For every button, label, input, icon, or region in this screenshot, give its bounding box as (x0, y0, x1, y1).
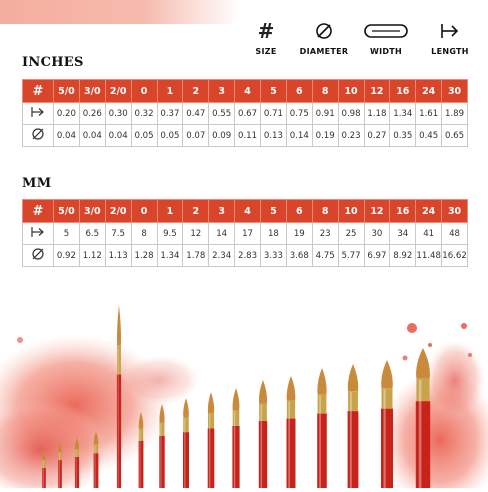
table-cell: 1.28 (131, 245, 157, 267)
table-cell: 2/0 (105, 200, 131, 223)
table-cell: 4.75 (312, 245, 338, 267)
table-cell: 16 (390, 200, 416, 223)
length-icon (420, 20, 480, 42)
hash-icon: # (257, 19, 275, 43)
table-cell: 30 (364, 223, 390, 245)
table-cell: 23 (312, 223, 338, 245)
table-cell: 5.77 (338, 245, 364, 267)
table-cell: 0.04 (105, 125, 131, 147)
table-cell: 2 (183, 200, 209, 223)
table-cell: 6 (286, 200, 312, 223)
diameter-icon (23, 245, 54, 267)
table-cell: 0.19 (312, 125, 338, 147)
length-icon (23, 103, 54, 125)
table-cell: 18 (261, 223, 287, 245)
legend-label: WIDTH (369, 47, 403, 56)
table-cell: 1.61 (416, 103, 442, 125)
table-cell: 3 (209, 80, 235, 103)
table-cell: 5/0 (54, 80, 80, 103)
mm-table (22, 199, 468, 267)
table-cell: 2 (183, 80, 209, 103)
table-cell: 16 (390, 80, 416, 103)
table-cell: 1.12 (79, 245, 105, 267)
table-cell: 0.55 (209, 103, 235, 125)
brush (287, 376, 296, 488)
table-cell: 0.23 (338, 125, 364, 147)
length-row (23, 103, 468, 125)
table-cell: 0.07 (183, 125, 209, 147)
table-cell: 0 (131, 80, 157, 103)
table-cell: 7.5 (105, 223, 131, 245)
length-icon (23, 223, 54, 245)
table-cell: 0.30 (105, 103, 131, 125)
table-cell: 3/0 (79, 80, 105, 103)
table-cell: 8 (312, 80, 338, 103)
table-cell: 5 (261, 200, 287, 223)
table-cell: 4 (235, 200, 261, 223)
table-cell: 34 (390, 223, 416, 245)
table-cell: 0.67 (235, 103, 261, 125)
table-cell: 5 (261, 80, 287, 103)
table-cell: 12 (183, 223, 209, 245)
length-row (23, 223, 468, 245)
table-cell: 0.91 (312, 103, 338, 125)
table-cell: 0.09 (209, 125, 235, 147)
brush (259, 380, 267, 488)
table-cell: 1.13 (105, 245, 131, 267)
table-cell: 1.89 (442, 103, 468, 125)
table-cell: 0.27 (364, 125, 390, 147)
table-cell: 6.5 (79, 223, 105, 245)
table-cell: 0.71 (261, 103, 287, 125)
table-cell: 0.45 (416, 125, 442, 147)
table-cell: 9.5 (157, 223, 183, 245)
table-cell: 24 (416, 200, 442, 223)
table-cell: 0.26 (79, 103, 105, 125)
legend-size (236, 20, 296, 56)
table-cell: 41 (416, 223, 442, 245)
table-cell: 5/0 (54, 200, 80, 223)
table-cell: 30 (442, 80, 468, 103)
brush (58, 442, 62, 488)
table-cell: 10 (338, 80, 364, 103)
brush (94, 432, 99, 488)
table-cell: 3.33 (261, 245, 287, 267)
mm-title: MM (22, 176, 52, 191)
table-cell: 1 (157, 80, 183, 103)
table-cell: 0.11 (235, 125, 261, 147)
diameter-icon (23, 125, 54, 147)
table-cell: 1.18 (364, 103, 390, 125)
table-cell: 0.04 (54, 125, 80, 147)
brush (381, 360, 393, 488)
table-cell: 16.62 (442, 245, 468, 267)
table-cell: 0.98 (338, 103, 364, 125)
table-cell: 3 (209, 200, 235, 223)
table-cell: 5 (54, 223, 80, 245)
legend-label: LENGTH (431, 47, 469, 56)
table-cell: 0.05 (131, 125, 157, 147)
size-row (23, 200, 468, 223)
table-cell: 0 (131, 200, 157, 223)
size-row (23, 80, 468, 103)
table-cell: 12 (364, 200, 390, 223)
brush-illustration (0, 300, 488, 488)
brush (139, 412, 144, 488)
table-cell: 6 (286, 80, 312, 103)
table-cell: 8 (131, 223, 157, 245)
table-cell: 8 (312, 200, 338, 223)
width-icon (355, 20, 417, 42)
diameter-row (23, 125, 468, 147)
inches-table (22, 79, 468, 147)
hash-icon: # (23, 80, 54, 103)
table-cell: 0.14 (286, 125, 312, 147)
table-cell: 19 (286, 223, 312, 245)
table-cell: 2.83 (235, 245, 261, 267)
table-cell: 48 (442, 223, 468, 245)
diameter-row (23, 245, 468, 267)
brush (75, 438, 79, 488)
legend-label: DIAMETER (299, 47, 349, 56)
diameter-icon (294, 20, 354, 42)
table-cell: 1.78 (183, 245, 209, 267)
brush (317, 368, 327, 488)
table-cell: 3.68 (286, 245, 312, 267)
legend (246, 20, 476, 64)
legend-diameter (294, 20, 354, 56)
table-cell: 6.97 (364, 245, 390, 267)
table-cell: 0.92 (54, 245, 80, 267)
table-cell: 0.75 (286, 103, 312, 125)
table-cell: 2/0 (105, 80, 131, 103)
table-cell: 4 (235, 80, 261, 103)
table-cell: 0.05 (157, 125, 183, 147)
brush (416, 348, 430, 488)
table-cell: 25 (338, 223, 364, 245)
table-cell: 14 (209, 223, 235, 245)
table-cell: 8.92 (390, 245, 416, 267)
table-cell: 3/0 (79, 200, 105, 223)
table-cell: 0.35 (390, 125, 416, 147)
table-cell: 0.13 (261, 125, 287, 147)
brush (183, 398, 189, 488)
table-cell: 0.20 (54, 103, 80, 125)
table-cell: 30 (442, 200, 468, 223)
legend-length (420, 20, 480, 56)
table-cell: 0.65 (442, 125, 468, 147)
table-cell: 2.34 (209, 245, 235, 267)
legend-label: SIZE (255, 47, 277, 56)
brush-set (0, 300, 488, 488)
paint-splash-top (0, 0, 240, 24)
table-cell: 0.32 (131, 103, 157, 125)
table-cell: 0.47 (183, 103, 209, 125)
table-cell: 11.48 (416, 245, 442, 267)
table-cell: 12 (364, 80, 390, 103)
brush (232, 388, 239, 488)
hash-icon: # (23, 200, 54, 223)
table-cell: 1.34 (390, 103, 416, 125)
table-cell: 1.34 (157, 245, 183, 267)
table-cell: 0.37 (157, 103, 183, 125)
table-cell: 10 (338, 200, 364, 223)
brush (159, 404, 164, 488)
brush (208, 392, 215, 488)
brush (117, 305, 121, 488)
inches-title: INCHES (22, 55, 84, 70)
legend-width (355, 20, 417, 56)
brush (42, 450, 46, 488)
table-cell: 24 (416, 80, 442, 103)
brush (348, 364, 359, 488)
table-cell: 1 (157, 200, 183, 223)
table-cell: 0.04 (79, 125, 105, 147)
table-cell: 17 (235, 223, 261, 245)
